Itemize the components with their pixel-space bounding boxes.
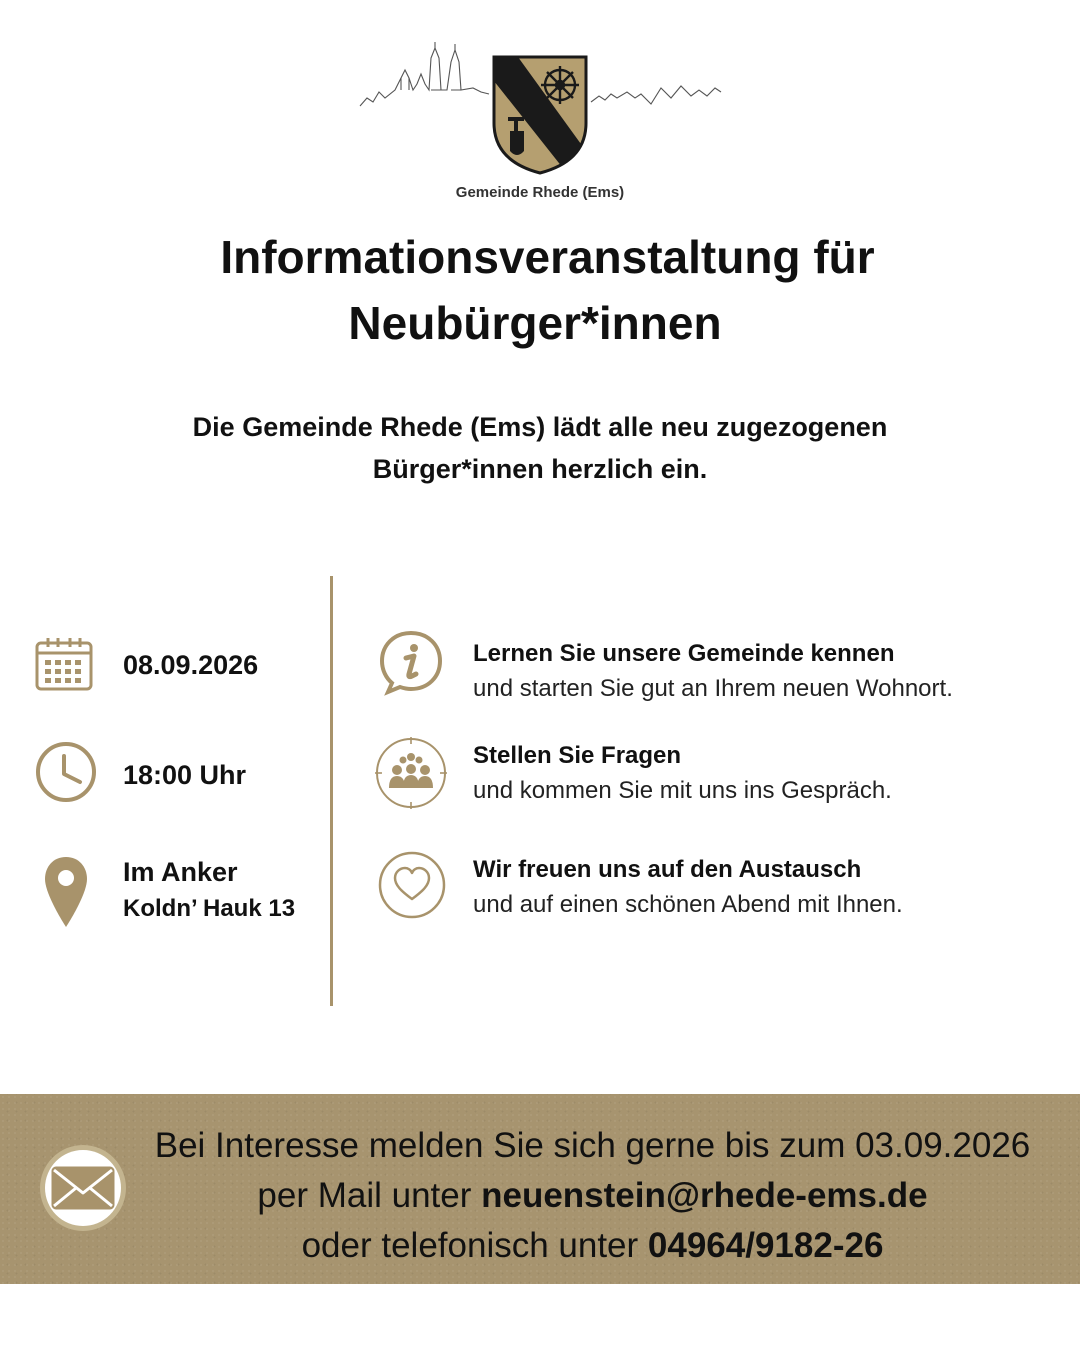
feature-heading-2: Stellen Sie Fragen [473,742,682,769]
event-place-name: Im Anker [123,857,238,887]
contact-email[interactable]: neuenstein@rhede-ems.de [481,1176,928,1215]
event-time: 18:00 Uhr [123,760,247,790]
contact-phone-prefix: oder telefonisch unter [301,1226,648,1265]
heart-icon [377,850,447,920]
location-pin-icon [43,855,89,929]
feature-heading-1: Lernen Sie unsere Gemeinde kennen [473,640,895,667]
page-title-line-2: Neubürger*innen [348,297,722,349]
page-title-line-1: Informationsveranstaltung für [220,231,875,283]
subtitle-line-2: Bürger*innen herzlich ein. [372,454,708,484]
contact-deadline-line: Bei Interesse melden Sie sich gerne bis zum 03.09.2026 [154,1126,1031,1165]
calendar-icon [34,636,94,692]
info-icon [376,628,446,698]
feature-text-2: und kommen Sie mit uns ins Gespräch. [473,777,892,804]
contact-email-line [120,1176,1065,1216]
event-date: 08.09.2026 [123,650,259,680]
event-place-address: Koldn’ Hauk 13 [123,895,296,922]
column-divider [330,576,333,1006]
feature-text-3: und auf einen schönen Abend mit Ihnen. [473,891,903,918]
feature-text-1: und starten Sie gut an Ihrem neuen Wohnort. [473,675,953,702]
feature-heading-3: Wir freuen uns auf den Austausch [473,856,862,883]
group-icon [374,736,448,810]
mail-icon [38,1143,128,1233]
contact-phone-line [120,1226,1065,1266]
clock-icon [34,740,98,804]
coat-of-arms-logo [490,53,590,177]
subtitle-line-1: Die Gemeinde Rhede (Ems) lädt alle neu zugezogenen [192,412,888,442]
contact-email-prefix: per Mail unter [257,1176,482,1215]
organization-name: Gemeinde Rhede (Ems) [455,184,625,201]
contact-phone[interactable]: 04964/9182-26 [647,1226,884,1265]
